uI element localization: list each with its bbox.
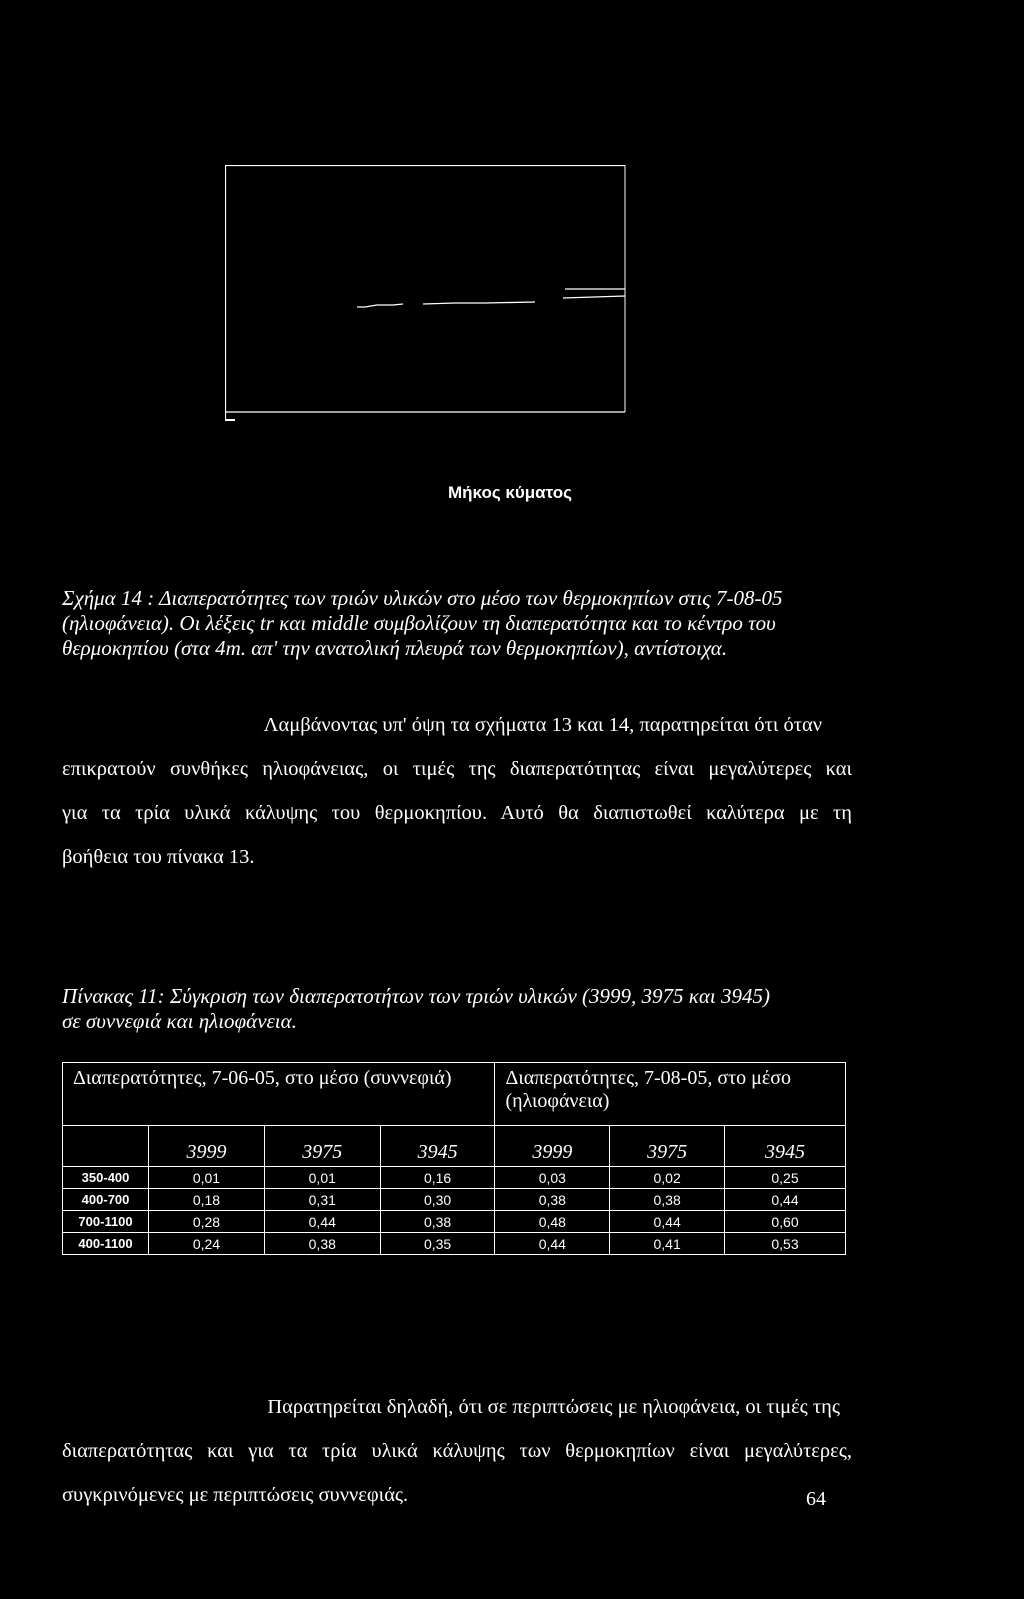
table-column-header-row <box>63 1126 846 1167</box>
row-range: 350-400 <box>63 1167 149 1189</box>
table-row <box>63 1211 846 1233</box>
figure-caption-line: (ηλιοφάνεια). Οι λέξεις tr και middle συμβολίζουν τη διαπερατότητα και το κέντρο του <box>62 611 776 635</box>
row-range: 400-700 <box>63 1189 149 1211</box>
table-cell: 0,03 <box>495 1167 610 1189</box>
table-caption <box>62 984 862 1034</box>
table-cell: 0,60 <box>725 1211 846 1233</box>
table-cell: 0,38 <box>264 1233 380 1255</box>
paragraph-line: συγκρινόμενες με περιπτώσεις συννεφιάς. <box>62 1484 409 1506</box>
column-header: 3945 <box>725 1126 846 1167</box>
column-header: 3999 <box>149 1126 265 1167</box>
table-cell: 0,31 <box>264 1189 380 1211</box>
table-row <box>63 1189 846 1211</box>
table-cell: 0,28 <box>149 1211 265 1233</box>
series-line-1 <box>357 304 403 307</box>
table-cell: 0,41 <box>610 1233 725 1255</box>
column-header: 3945 <box>380 1126 495 1167</box>
figure-caption-line: θερμοκηπίου (στα 4m. απ' την ανατολική πλευρά των θερμοκηπίων), αντίστοιχα. <box>62 636 728 660</box>
paragraph-line: για τα τρία υλικά κάλυψης του θερμοκηπίου. Αυτό θα διαπιστωθεί καλύτερα με τη <box>62 802 852 824</box>
table-cell: 0,53 <box>725 1233 846 1255</box>
row-range: 700-1100 <box>63 1211 149 1233</box>
table-cell: 0,44 <box>610 1211 725 1233</box>
table-cell: 0,44 <box>264 1211 380 1233</box>
paragraph-line: επικρατούν συνθήκες ηλιοφάνειας, οι τιμές της διαπερατότητας είναι μεγαλύτερες και <box>62 758 852 780</box>
table-caption-line: σε συννεφιά και ηλιοφάνεια. <box>62 1009 297 1033</box>
figure-caption <box>62 586 862 661</box>
table-cell: 0,44 <box>495 1233 610 1255</box>
table-row <box>63 1167 846 1189</box>
transmittance-table <box>62 1062 846 1255</box>
table-cell: 0,30 <box>380 1189 495 1211</box>
figure-plot-area <box>225 165 639 421</box>
series-line-2 <box>423 302 535 304</box>
table-group-header-row <box>63 1063 846 1126</box>
table-cell: 0,16 <box>380 1167 495 1189</box>
table-cell: 0,35 <box>380 1233 495 1255</box>
table-row <box>63 1233 846 1255</box>
table-cell: 0,48 <box>495 1211 610 1233</box>
plot-svg <box>225 165 639 421</box>
row-range: 400-1100 <box>63 1233 149 1255</box>
table-cell: 0,18 <box>149 1189 265 1211</box>
table-caption-line: Πίνακας 11: Σύγκριση των διαπερατοτήτων των τριών υλικών (3999, 3975 και 3945) <box>62 984 770 1008</box>
paragraph-line: βοήθεια του πίνακα 13. <box>62 846 255 868</box>
paragraph-line: Λαμβάνοντας υπ' όψη τα σχήματα 13 και 14, παρατηρείται ότι όταν <box>263 714 822 736</box>
table-cell: 0,44 <box>725 1189 846 1211</box>
corner-cell <box>63 1126 149 1167</box>
figure-caption-line: Σχήμα 14 : Διαπερατότητες των τριών υλικών στο μέσο των θερμοκηπίων στις 7-08-05 <box>62 586 783 610</box>
paragraph-line: διαπερατότητας και για τα τρία υλικά κάλυψης των θερμοκηπίων είναι μεγαλύτερες, <box>62 1440 852 1462</box>
table-cell: 0,02 <box>610 1167 725 1189</box>
table-cell: 0,38 <box>495 1189 610 1211</box>
table-cell: 0,01 <box>264 1167 380 1189</box>
column-header: 3999 <box>495 1126 610 1167</box>
page-number: 64 <box>806 1488 826 1510</box>
table-cell: 0,25 <box>725 1167 846 1189</box>
paragraph-line: Παρατηρείται δηλαδή, ότι σε περιπτώσεις με ηλιοφάνεια, οι τιμές της <box>267 1396 840 1418</box>
column-header: 3975 <box>610 1126 725 1167</box>
series-line-4 <box>563 296 625 298</box>
column-header: 3975 <box>264 1126 380 1167</box>
table-cell: 0,24 <box>149 1233 265 1255</box>
group-header-cloudy: Διαπερατότητες, 7-06-05, στο μέσο (συννεφιά) <box>63 1063 495 1126</box>
x-axis-label: Μήκος κύματος <box>448 483 572 502</box>
group-header-sunny: Διαπερατότητες, 7-08-05, στο μέσο (ηλιοφάνεια) <box>495 1063 846 1126</box>
table-cell: 0,01 <box>149 1167 265 1189</box>
table-cell: 0,38 <box>380 1211 495 1233</box>
table-cell: 0,38 <box>610 1189 725 1211</box>
